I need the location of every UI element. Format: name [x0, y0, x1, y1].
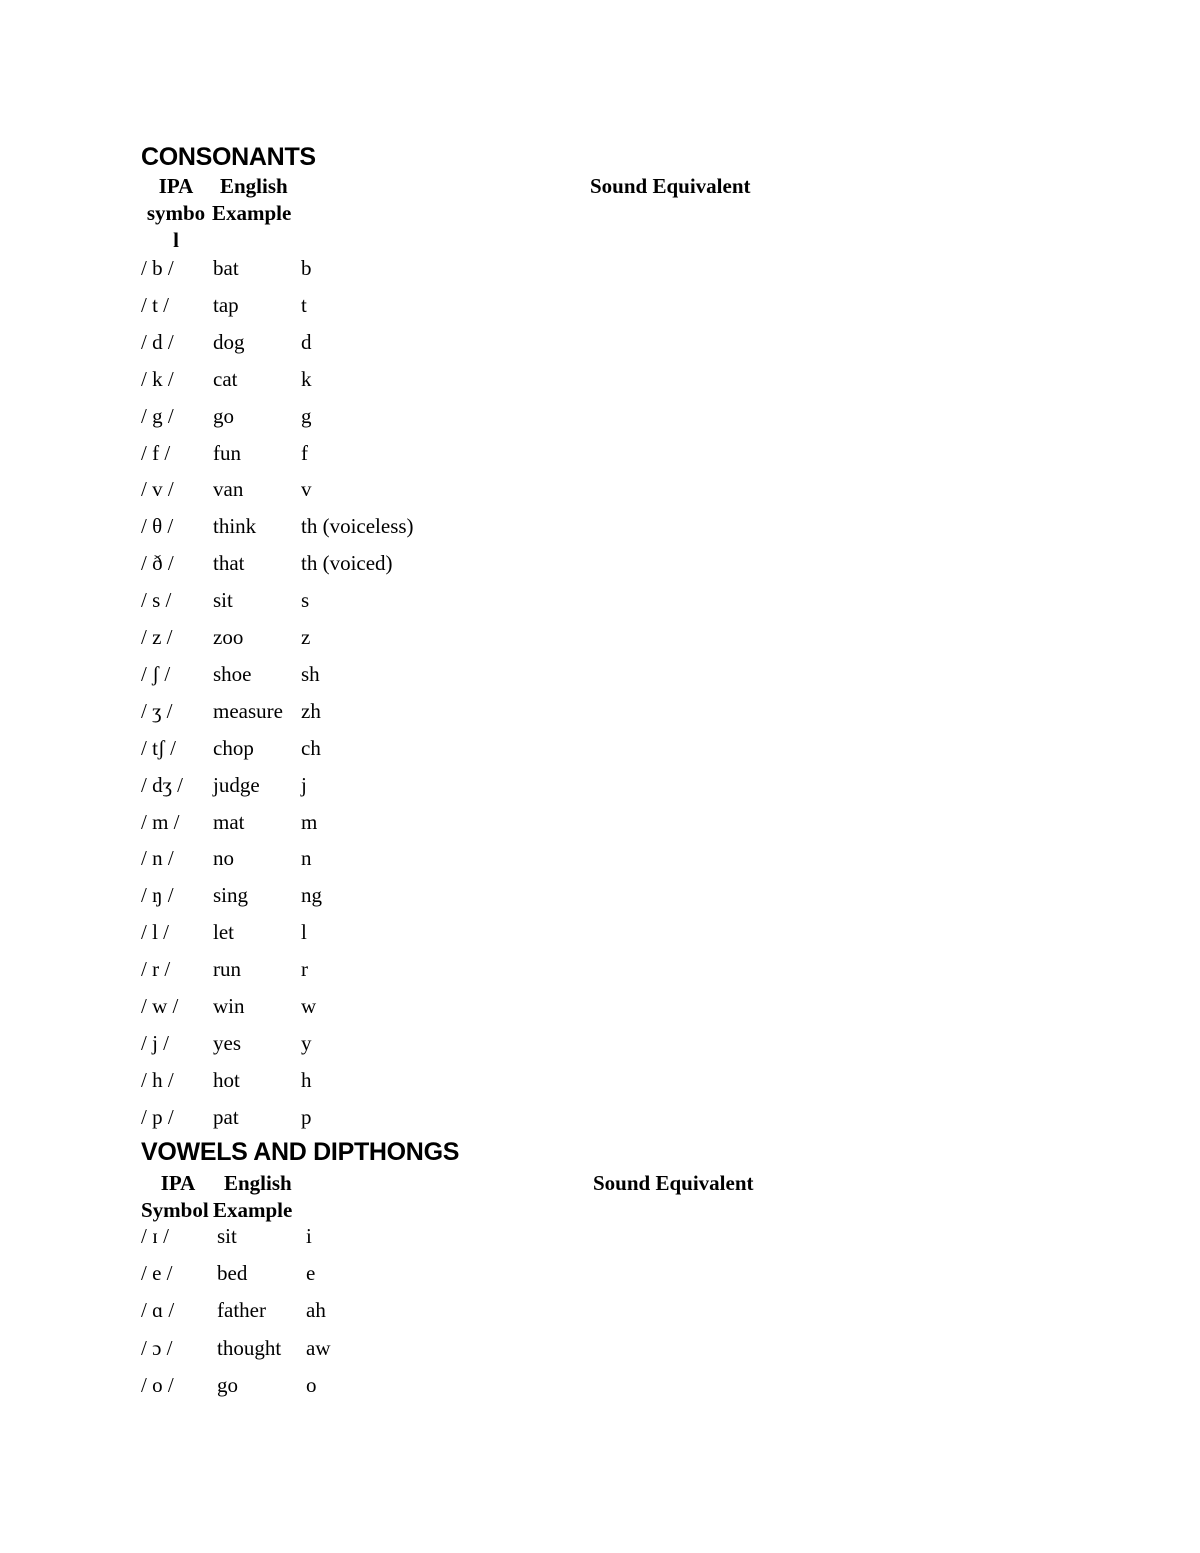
ipa-symbol: / p /: [141, 1104, 174, 1129]
english-example: go: [217, 1372, 238, 1397]
sound-equivalent: f: [301, 440, 308, 465]
table-row: [0, 991, 1200, 1021]
ipa-symbol: / ʃ /: [141, 661, 171, 686]
table-row: [0, 253, 1200, 283]
ipa-symbol: / h /: [141, 1067, 174, 1092]
ipa-symbol: / d /: [141, 329, 174, 354]
ipa-symbol: / z /: [141, 625, 173, 649]
english-example: bat: [213, 256, 239, 280]
consonants-header-ipa: [141, 173, 211, 254]
english-example: shoe: [213, 661, 252, 686]
sound-equivalent: g: [301, 403, 312, 428]
english-example: father: [217, 1298, 266, 1323]
sound-equivalent: aw: [306, 1335, 331, 1360]
sound-equivalent: zh: [301, 698, 321, 723]
sound-equivalent: y: [301, 1030, 312, 1055]
table-row: [0, 1333, 1200, 1363]
english-example: van: [213, 477, 244, 502]
table-row: [0, 1102, 1200, 1132]
table-row: [0, 733, 1200, 763]
table-row: [0, 807, 1200, 837]
ipa-symbol: / e /: [141, 1261, 173, 1286]
ipa-symbol: / ɑ /: [141, 1298, 175, 1323]
table-row: [0, 401, 1200, 431]
english-example: tap: [213, 292, 239, 317]
sound-equivalent: v: [301, 477, 312, 502]
sound-equivalent: d: [301, 329, 312, 354]
sound-equivalent: m: [301, 809, 318, 834]
english-example: sing: [213, 883, 249, 908]
table-row: [0, 1028, 1200, 1058]
table-row: [0, 1258, 1200, 1288]
ipa-symbol: / ɔ /: [141, 1335, 173, 1360]
table-row: [0, 364, 1200, 394]
english-example: dog: [213, 329, 245, 354]
english-example: cat: [213, 366, 238, 391]
ipa-symbol: / r /: [141, 957, 171, 982]
ipa-symbol: / n /: [141, 846, 174, 871]
consonants-header-ipa-line2: symbo: [146, 201, 206, 225]
table-row: [0, 290, 1200, 320]
vowels-header-ipa-line2: Symbol: [141, 1198, 209, 1222]
sound-equivalent: ch: [301, 735, 321, 760]
consonants-header-ipa-line1: IPA: [158, 174, 194, 198]
english-example: bed: [217, 1261, 248, 1286]
table-row: [0, 438, 1200, 468]
sound-equivalent: i: [306, 1224, 312, 1248]
table-row: [0, 585, 1200, 615]
ipa-symbol: / w /: [141, 994, 179, 1018]
english-example: win: [213, 994, 245, 1018]
ipa-symbol: / ð /: [141, 551, 174, 576]
sound-equivalent: t: [301, 292, 307, 317]
sound-equivalent: r: [301, 957, 308, 982]
sound-equivalent: o: [306, 1372, 317, 1397]
ipa-symbol: / f /: [141, 440, 171, 465]
table-row: [0, 474, 1200, 504]
vowels-header-english-line1: English: [224, 1171, 292, 1195]
vowels-heading: VOWELS AND DIPTHONGS: [141, 1138, 460, 1166]
sound-equivalent: k: [301, 366, 312, 391]
table-row: [0, 511, 1200, 541]
sound-equivalent: b: [301, 256, 312, 280]
ipa-symbol: / θ /: [141, 514, 174, 539]
table-row: [0, 843, 1200, 873]
ipa-symbol: / l /: [141, 920, 170, 945]
english-example: sit: [217, 1224, 237, 1248]
table-row: [0, 954, 1200, 984]
english-example: mat: [213, 809, 245, 834]
consonants-header-english: [212, 173, 307, 227]
table-row: [0, 917, 1200, 947]
sound-equivalent: l: [301, 920, 307, 945]
english-example: sit: [213, 588, 233, 613]
consonants-heading: CONSONANTS: [141, 143, 316, 171]
sound-equivalent: z: [301, 625, 311, 649]
table-row: [0, 880, 1200, 910]
table-row: [0, 770, 1200, 800]
english-example: no: [213, 846, 234, 871]
sound-equivalent: e: [306, 1261, 316, 1286]
english-example: hot: [213, 1067, 240, 1092]
sound-equivalent: n: [301, 846, 312, 871]
vowels-header-sound: Sound Equivalent: [593, 1171, 754, 1195]
english-example: that: [213, 551, 245, 576]
table-row: [0, 696, 1200, 726]
ipa-symbol: / ʒ /: [141, 698, 173, 723]
ipa-symbol: / j /: [141, 1030, 170, 1055]
ipa-symbol: / k /: [141, 366, 174, 391]
ipa-symbol: / m /: [141, 809, 180, 834]
table-row: [0, 548, 1200, 578]
english-example: go: [213, 403, 234, 428]
ipa-symbol: / t /: [141, 292, 170, 317]
consonants-header-english-line1: English: [220, 174, 288, 198]
english-example: pat: [213, 1104, 239, 1129]
sound-equivalent: ng: [301, 883, 322, 908]
sound-equivalent: h: [301, 1067, 312, 1092]
english-example: yes: [213, 1030, 241, 1055]
table-row: [0, 659, 1200, 689]
sound-equivalent: j: [301, 772, 307, 797]
english-example: think: [213, 514, 257, 539]
table-row: [0, 1295, 1200, 1325]
sound-equivalent: p: [301, 1104, 312, 1129]
ipa-symbol: / s /: [141, 588, 172, 613]
vowels-header-ipa: [141, 1170, 211, 1224]
ipa-symbol: / ɪ /: [141, 1224, 170, 1248]
table-row: [0, 1221, 1200, 1251]
consonants-header-sound: Sound Equivalent: [590, 174, 751, 198]
table-row: [0, 622, 1200, 652]
vowels-header-english: [213, 1170, 308, 1224]
ipa-symbol: / g /: [141, 403, 174, 428]
english-example: run: [213, 957, 241, 982]
sound-equivalent: ah: [306, 1298, 326, 1323]
vowels-header-english-line2: Example: [213, 1198, 293, 1222]
ipa-symbol: / tʃ /: [141, 735, 176, 760]
english-example: fun: [213, 440, 241, 465]
sound-equivalent: th (voiceless): [301, 514, 414, 539]
table-row: [0, 1065, 1200, 1095]
ipa-symbol: / v /: [141, 477, 174, 502]
table-row: [0, 1370, 1200, 1400]
sound-equivalent: s: [301, 588, 310, 613]
vowels-header-ipa-line1: IPA: [160, 1171, 196, 1195]
english-example: chop: [213, 735, 254, 760]
english-example: let: [213, 920, 234, 945]
sound-equivalent: w: [301, 994, 317, 1018]
ipa-symbol: / b /: [141, 256, 174, 280]
english-example: judge: [213, 772, 260, 797]
consonants-header-english-line2: Example: [212, 201, 292, 225]
table-row: [0, 327, 1200, 357]
ipa-symbol: / ŋ /: [141, 883, 174, 908]
english-example: thought: [217, 1335, 282, 1360]
ipa-symbol: / o /: [141, 1372, 174, 1397]
english-example: measure: [213, 698, 283, 723]
sound-equivalent: sh: [301, 661, 320, 686]
consonants-header-ipa-line3: l: [173, 228, 179, 252]
sound-equivalent: th (voiced): [301, 551, 393, 576]
ipa-symbol: / dʒ /: [141, 772, 183, 797]
english-example: zoo: [213, 625, 244, 649]
